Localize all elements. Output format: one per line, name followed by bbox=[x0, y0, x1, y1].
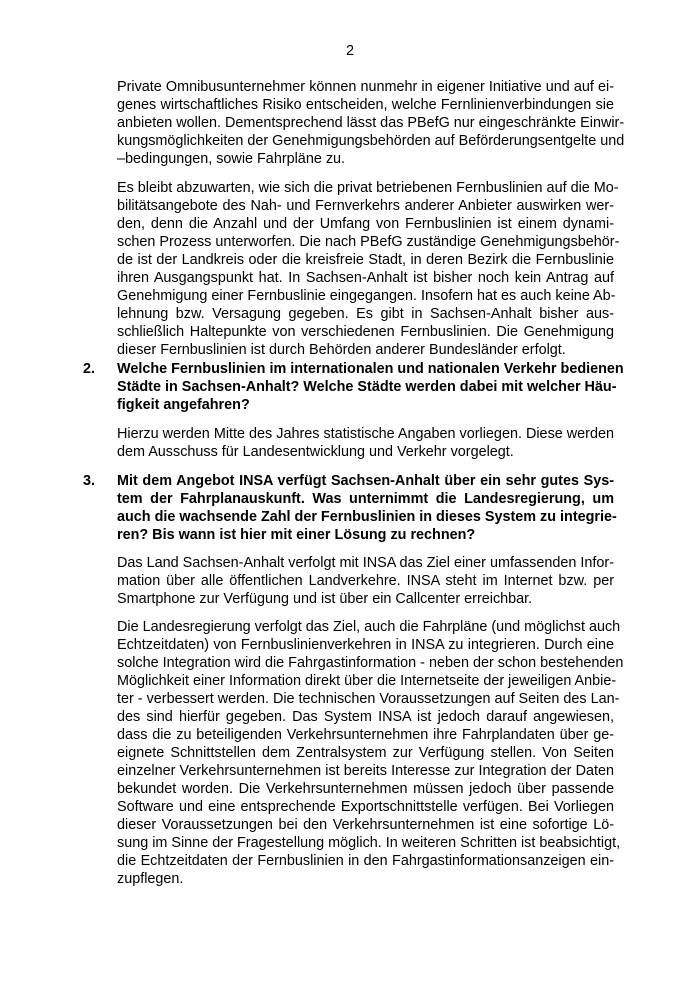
text-line: Genehmigung einer Fernbuslinie eingegangen. Insofern hat es auch keine Ab- bbox=[117, 288, 616, 304]
question-number-2: 2. bbox=[83, 361, 96, 377]
text-line: Smartphone zur Verfügung und ist über ein Callcenter erreichbar. bbox=[117, 591, 533, 607]
text-line: bilitätsangebote des Nah- und Fernverkehrs anderer Anbieter auswirken wer- bbox=[117, 198, 614, 214]
question-number-3: 3. bbox=[83, 473, 96, 489]
text-line: Welche Fernbuslinien im internationalen und nationalen Verkehr bedienen bbox=[117, 361, 624, 377]
text-line: solche Integration wird die Fahrgastinformation - neben der schon bestehenden bbox=[117, 655, 624, 671]
text-line: des sind hierfür gegeben. Das System INSA ist jedoch darauf angewiesen, bbox=[117, 709, 614, 725]
text-line: ren? Bis wann ist hier mit einer Lösung zu rechnen? bbox=[117, 527, 476, 543]
text-line: dieser Voraussetzungen bei den Verkehrsunternehmen ist eine sofortige Lö- bbox=[117, 817, 614, 833]
question-2 bbox=[117, 360, 624, 414]
text-line: eignete Schnittstellen dem Zentralsystem zur Verfügung stellen. Von Seiten bbox=[117, 745, 614, 761]
text-line: den, denn die Anzahl und der Umfang von Fernbuslinien ist einem dynami- bbox=[117, 216, 614, 232]
text-line: Möglichkeit einer Information direkt über die Internetseite der jeweiligen Anbie- bbox=[117, 673, 617, 689]
page-number: 2 bbox=[345, 43, 355, 59]
text-line: Die Landesregierung verfolgt das Ziel, auch die Fahrpläne (und möglichst auch bbox=[117, 619, 621, 635]
text-line: Mit dem Angebot INSA verfügt Sachsen-Anhalt über ein sehr gutes Sys- bbox=[117, 473, 614, 489]
text-line: tem der Fahrplanauskunft. Was unternimmt die Landesregierung, um bbox=[117, 491, 614, 507]
text-line: bekundet worden. Die Verkehrsunternehmen müssen jedoch über passende bbox=[117, 781, 614, 797]
text-line: ihren Ausgangspunkt hat. In Sachsen-Anhalt ist bisher noch kein Antrag auf bbox=[117, 270, 614, 286]
text-line: Städte in Sachsen-Anhalt? Welche Städte werden dabei mit welcher Häu- bbox=[117, 379, 617, 395]
text-line: schließlich Haltepunkte von verschiedenen Fernbuslinien. Die Genehmigung bbox=[117, 324, 614, 340]
text-line: die Echtzeitdaten der Fernbuslinien in den Fahrgastinformationsanzeigen ein- bbox=[117, 853, 614, 869]
question-3 bbox=[117, 472, 617, 544]
text-line: ter - verbessert werden. Die technischen Voraussetzungen auf Seiten des Lan- bbox=[117, 691, 620, 707]
paragraph-outlook bbox=[117, 179, 620, 359]
text-line: Software und eine entsprechende Exportschnittstelle verfügen. Bei Vorliegen bbox=[117, 799, 614, 815]
text-line: figkeit angefahren? bbox=[117, 397, 250, 413]
text-line: mation über alle öffentlichen Landverkehre. INSA steht im Internet bzw. per bbox=[117, 573, 614, 589]
text-line: dem Ausschuss für Landesentwicklung und Verkehr vorgelegt. bbox=[117, 444, 514, 460]
answer-3-integration bbox=[117, 618, 624, 888]
text-line: –bedingungen, sowie Fahrpläne zu. bbox=[117, 151, 346, 167]
text-line: dieser Fernbuslinien ist durch Behörden anderer Bundesländer erfolgt. bbox=[117, 342, 566, 358]
text-line: auch die wachsende Zahl der Fernbuslinien in dieses System zu integrie- bbox=[117, 509, 617, 525]
text-line: Hierzu werden Mitte des Jahres statistische Angaben vorliegen. Diese werden bbox=[117, 426, 614, 442]
text-line: Echtzeitdaten) von Fernbuslinienverkehren in INSA zu integrieren. Durch eine bbox=[117, 637, 614, 653]
text-line: sung im Sinne der Fragestellung möglich. In weiteren Schritten ist beabsichtigt, bbox=[117, 835, 621, 851]
text-line: zupflegen. bbox=[117, 871, 184, 887]
answer-2 bbox=[117, 425, 614, 461]
text-line: anbieten wollen. Dementsprechend lässt das PBefG nur eingeschränkte Einwir- bbox=[117, 115, 625, 131]
answer-3-insa-overview bbox=[117, 554, 614, 608]
paragraph-private-operators bbox=[117, 78, 625, 168]
text-line: dass die zu beteiligenden Verkehrsunternehmen ihre Fahrplandaten über ge- bbox=[117, 727, 614, 743]
text-line: einzelner Verkehrsunternehmen ist bereits Interesse zur Integration der Daten bbox=[117, 763, 614, 779]
text-line: Es bleibt abzuwarten, wie sich die privat betriebenen Fernbuslinien auf die Mo- bbox=[117, 180, 619, 196]
text-line: schen Prozess unterworfen. Die nach PBefG zuständige Genehmigungsbehör- bbox=[117, 234, 620, 250]
text-line: genes wirtschaftliches Risiko entscheiden, welche Fernlinienverbindungen sie bbox=[117, 97, 614, 113]
text-line: kungsmöglichkeiten der Genehmigungsbehörden auf Beförderungsentgelte und bbox=[117, 133, 625, 149]
text-line: Private Omnibusunternehmer können nunmehr in eigener Initiative und auf ei- bbox=[117, 79, 614, 95]
text-line: lehnung bzw. Versagung gegeben. Es gibt in Sachsen-Anhalt bisher aus- bbox=[117, 306, 614, 322]
text-line: de ist der Landkreis oder die kreisfreie Stadt, in deren Bezirk die Fernbuslinie bbox=[117, 252, 614, 268]
text-line: Das Land Sachsen-Anhalt verfolgt mit INSA das Ziel einer umfassenden Infor- bbox=[117, 555, 614, 571]
